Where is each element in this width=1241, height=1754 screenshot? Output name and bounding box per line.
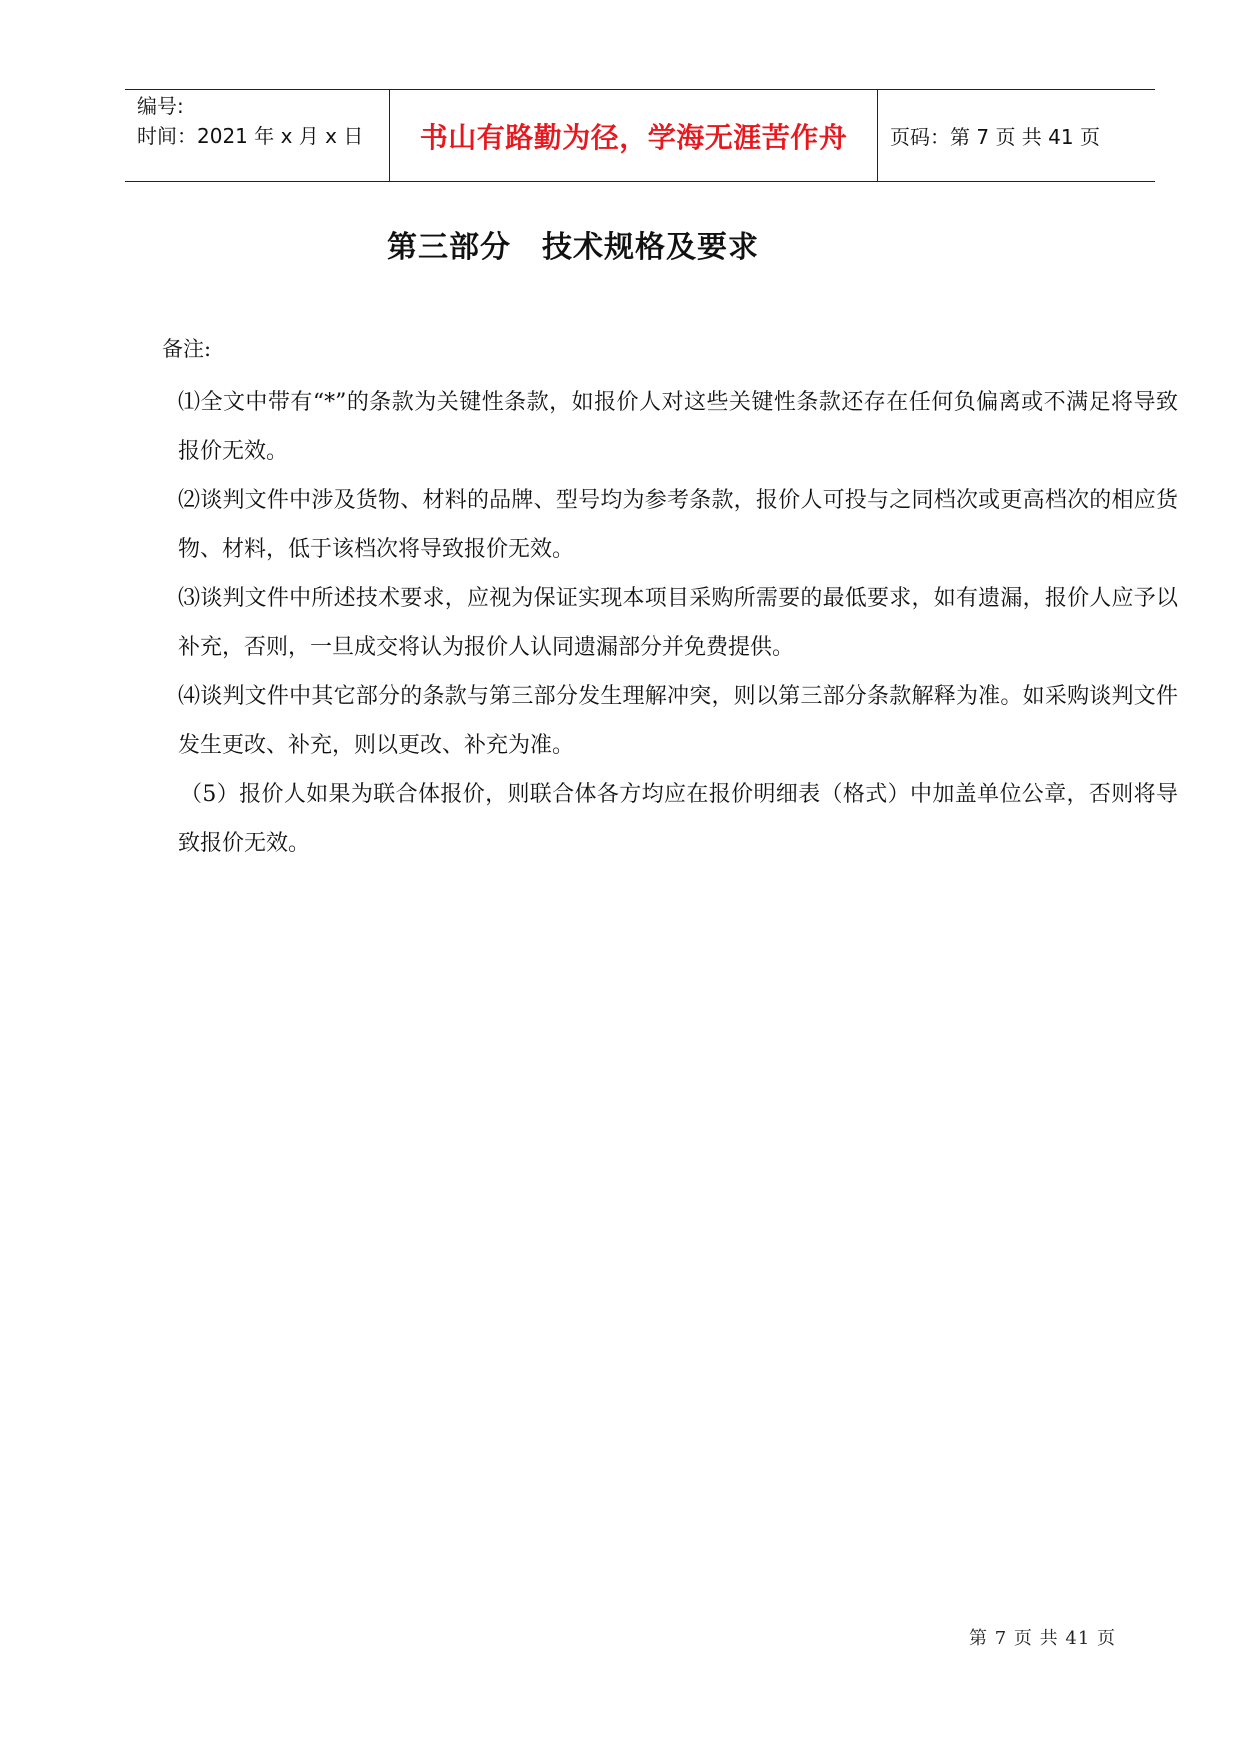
- notes-list: [178, 378, 1178, 868]
- header-page-info: 页码：第 7 页 共 41 页: [890, 125, 1100, 149]
- header-page-cell: [878, 90, 1155, 181]
- header-number-label: 编号:: [137, 94, 184, 118]
- header-time-label: 时间：2021 年 x 月 x 日: [137, 124, 364, 148]
- note-item-2: ⑵谈判文件中涉及货物、材料的品牌、型号均为参考条款，报价人可投与之同档次或更高档次的相应货物、材料，低于该档次将导致报价无效。: [178, 488, 1178, 562]
- header-motto: 书山有路勤为径，学海无涯苦作舟: [419, 120, 848, 154]
- note-item-4: ⑷谈判文件中其它部分的条款与第三部分发生理解冲突，则以第三部分条款解释为准。如采购谈判文件发生更改、补充，则以更改、补充为准。: [178, 684, 1178, 758]
- note-item-1: ⑴全文中带有“*”的条款为关键性条款，如报价人对这些关键性条款还存在任何负偏离或不满足将导致报价无效。: [178, 390, 1178, 464]
- header-motto-cell: [389, 90, 878, 181]
- section-title: 第三部分 技术规格及要求: [387, 230, 759, 265]
- note-item-5: （5）报价人如果为联合体报价，则联合体各方均应在报价明细表（格式）中加盖单位公章，否则将导致报价无效。: [178, 782, 1178, 856]
- page-footer: 第 7 页 共 41 页: [969, 1628, 1116, 1649]
- document-header: [125, 89, 1155, 182]
- notes-label: 备注:: [162, 337, 212, 361]
- header-meta-cell: [125, 90, 389, 181]
- note-item-3: ⑶谈判文件中所述技术要求，应视为保证实现本项目采购所需要的最低要求，如有遗漏，报价人应予以补充，否则，一旦成交将认为报价人认同遗漏部分并免费提供。: [178, 586, 1178, 660]
